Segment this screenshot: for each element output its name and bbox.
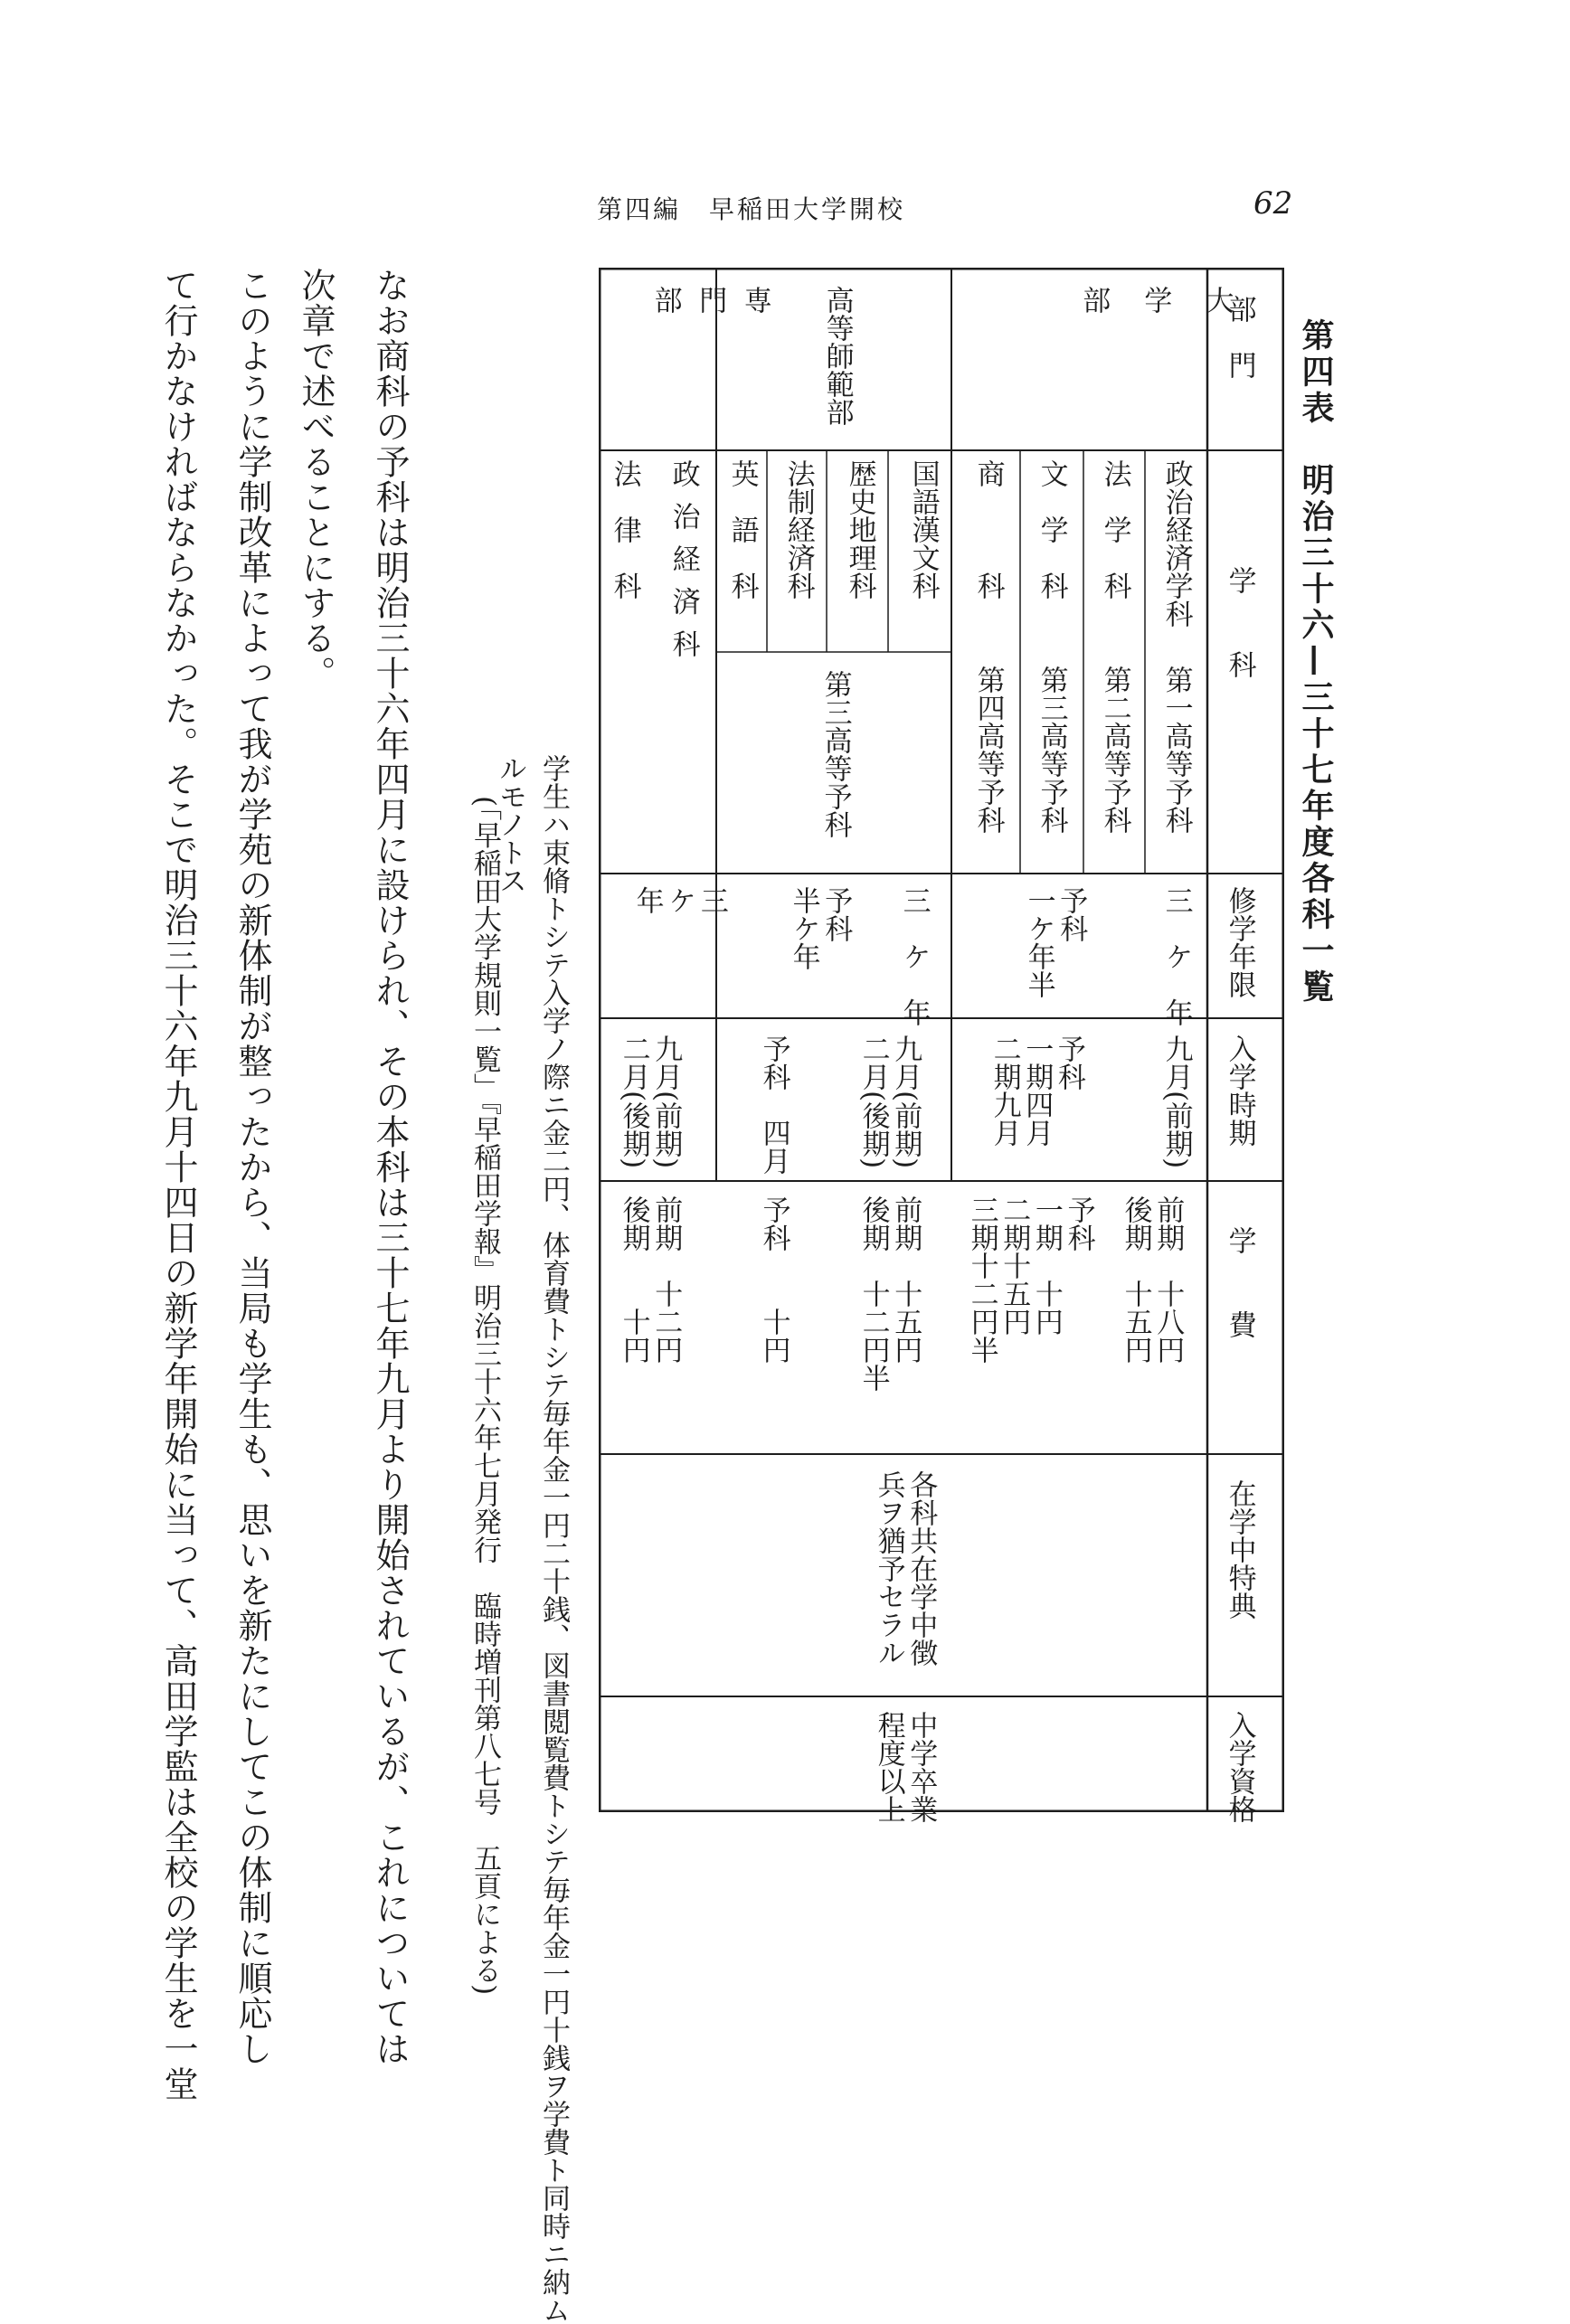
course-rekishi-chiri: 歴史地理科 bbox=[843, 459, 876, 600]
body-paragraph-line: このように学制改革によって我が学苑の新体制が整ったから、当局も学生も、思いを新たにしてこの体制に順応し bbox=[232, 268, 272, 2066]
prep-daiichi: 第一高等予科 bbox=[1159, 666, 1193, 834]
course-bungaku: 文 学 科 bbox=[1035, 459, 1068, 600]
course-seiji-keizai: 政治経済学科 bbox=[1159, 459, 1193, 628]
running-header: 第四編 早稲田大学開校 bbox=[597, 194, 906, 224]
koto-years: 三 ケ 年 bbox=[897, 886, 931, 1026]
body-paragraph-line: て行かなければならなかった。そこで明治三十六年九月十四日の新学年開始に当って、高田学監は全校の学生を一堂 bbox=[158, 268, 198, 2102]
senmon-enroll: 九月(前期) 二月(後期) bbox=[617, 1034, 683, 1169]
dept-daigakubu: 大 学 部 bbox=[1077, 286, 1234, 314]
course-senmon-horitsu: 法 律 科 bbox=[608, 459, 641, 600]
table-source: (「早稲田大学規則一覧」『早稲田学報』明治三十六年七月発行 臨時増刊第八七号 五頁による) bbox=[468, 796, 501, 1996]
dept-koto-shihan: 高等師範部 bbox=[820, 286, 854, 426]
course-senmon-seiji: 政治経済科 bbox=[667, 459, 700, 672]
course-hogaku: 法 学 科 bbox=[1098, 459, 1131, 600]
prep-daisan: 第三高等予科 bbox=[1035, 666, 1068, 834]
koto-prep: 第三高等予科 bbox=[818, 670, 852, 838]
table-note-line-1: 学生ハ束脩トシテ入学ノ際ニ金二円、体育費トシテ毎年金一円二十銭、図書閲覧費トシテ毎年金一円十銭ヲ学費ト同時ニ納ム bbox=[537, 754, 570, 2324]
senmon-fee: 前期 十二円 後期 十円 bbox=[617, 1195, 683, 1364]
header-department: 部 門 bbox=[1223, 295, 1256, 379]
course-eigo: 英 語 科 bbox=[725, 459, 759, 600]
daigakubu-enroll: 九月(前期) bbox=[1159, 1034, 1193, 1169]
daigakubu-fee-prep: 予科 一期 十円 二期十五円 三期十二円半 bbox=[965, 1195, 1095, 1364]
koto-years-prep: 予科 半ケ年 bbox=[787, 886, 853, 970]
body-paragraph-line: なお商科の予科は明治三十六年四月に設けられ、その本科は三十七年九月より開始されているが、これについては bbox=[370, 268, 410, 2066]
senmon-years: 三 ケ 年 bbox=[630, 886, 728, 914]
header-enrollment: 入学時期 bbox=[1223, 1034, 1256, 1147]
table-note-line-2: ルモノトス bbox=[494, 754, 526, 894]
daigakubu-fee: 前期 十八円 後期 十五円 bbox=[1119, 1195, 1185, 1364]
daigakubu-enroll-prep: 予科 一期四月 二期九月 bbox=[988, 1034, 1085, 1147]
header-privilege: 在学中特典 bbox=[1223, 1479, 1256, 1620]
body-paragraph-line: 次章で述べることにする。 bbox=[296, 268, 336, 691]
daigakubu-years: 三 ケ 年 bbox=[1159, 886, 1193, 1026]
course-hosei-keizai: 法制経済科 bbox=[781, 459, 815, 600]
daigakubu-years-prep: 予科 一ケ年半 bbox=[1022, 886, 1088, 998]
privilege-text: 各科共在学中徴 兵ヲ猶予セラル bbox=[872, 1470, 938, 1667]
course-shoka: 商 科 bbox=[971, 459, 1005, 600]
prep-daini: 第二高等予科 bbox=[1098, 666, 1131, 834]
course-table bbox=[599, 268, 1284, 1823]
header-course: 学 科 bbox=[1223, 566, 1256, 678]
koto-fee: 前期 十五円 後期 十二円半 bbox=[856, 1195, 922, 1392]
koto-enroll: 九月(前期) 二月(後期) bbox=[856, 1034, 922, 1169]
dept-senmon: 専 門 部 bbox=[648, 286, 771, 314]
header-fees: 学 費 bbox=[1223, 1226, 1256, 1338]
qualification-text: 中学卒業 程度以上 bbox=[872, 1711, 938, 1823]
table-title: 第四表 明治三十六—三十七年度各科一覧 bbox=[1297, 318, 1335, 1006]
page-number: 62 bbox=[1253, 185, 1293, 222]
prep-daiyon: 第四高等予科 bbox=[971, 666, 1005, 834]
header-years: 修学年限 bbox=[1223, 886, 1256, 998]
course-kokugo-kanbun: 国語漢文科 bbox=[906, 459, 940, 600]
koto-enroll-prep: 予科 四月 bbox=[757, 1034, 790, 1175]
koto-fee-prep: 予科 十円 bbox=[757, 1195, 790, 1364]
header-qualification: 入学資格 bbox=[1223, 1711, 1256, 1823]
